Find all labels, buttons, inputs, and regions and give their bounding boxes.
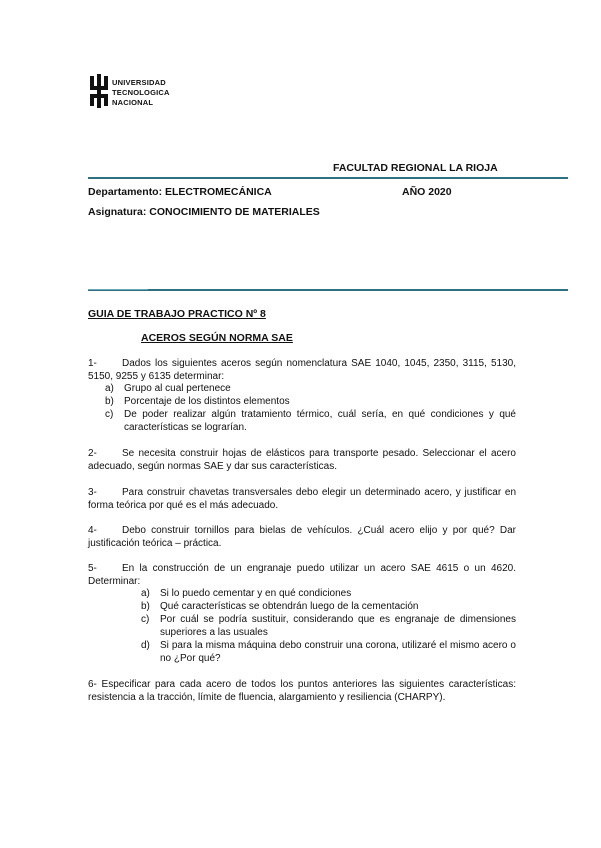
list-label: b) <box>105 396 114 407</box>
list-text: Por cuál se podría sustituir, considerando que es engranaje de dimensiones superiores a las usuales <box>160 614 516 638</box>
header-rule <box>88 177 568 179</box>
question-text: Se necesita construir hojas de elásticos para transporte pesado. Seleccionar el acero adecuado, según normas SAE y dar sus características. <box>88 448 516 472</box>
utn-logo-icon <box>88 74 110 108</box>
list-text: Grupo al cual pertenece <box>124 383 231 394</box>
list-item <box>141 588 516 601</box>
section-rule <box>88 289 568 291</box>
question-3 <box>88 487 516 512</box>
list-text: Porcentaje de los distintos elementos <box>124 396 290 407</box>
list-label: b) <box>141 601 150 612</box>
logo-line-2: TECNOLOGICA <box>112 88 170 97</box>
faculty-name: FACULTAD REGIONAL LA RIOJA <box>333 162 498 174</box>
department: Departamento: ELECTROMECÁNICA <box>88 186 272 198</box>
list-item <box>141 614 516 639</box>
question-2 <box>88 448 516 473</box>
list-text: De poder realizar algún tratamiento térmico, cuál sería, en qué condiciones y qué características se lograrían. <box>124 409 516 433</box>
question-number: 1- <box>88 358 97 369</box>
question-6: 6- Especificar para cada acero de todos los puntos anteriores las siguientes características: resistencia a la tracción, límite de fluencia, alargamiento y resiliencia (CHARPY). <box>88 679 516 703</box>
list-text: Si para la misma máquina debo construir una corona, utilizaré el mismo acero o no ¿Por qué? <box>160 640 516 664</box>
list-item <box>105 383 516 396</box>
question-4 <box>88 525 516 550</box>
list-label: a) <box>105 383 114 394</box>
list-item <box>105 396 516 409</box>
question-text: En la construcción de un engranaje puedo utilizar un acero SAE 4615 o un 4620. Determinar: <box>88 563 516 587</box>
list-item <box>141 601 516 614</box>
list-label: c) <box>105 409 114 420</box>
logo-line-1: UNIVERSIDAD <box>112 78 166 87</box>
question-number: 2- <box>88 448 97 459</box>
question-5 <box>88 563 516 588</box>
logo-text <box>112 78 170 108</box>
subject: Asignatura: CONOCIMIENTO DE MATERIALES <box>88 206 320 218</box>
question-text: Dados los siguientes aceros según nomenclatura SAE 1040, 1045, 2350, 3115, 5130, 5150, 9255 y 6135 determinar: <box>88 358 516 382</box>
section-rule-accent <box>88 289 148 290</box>
year: AÑO 2020 <box>402 186 452 198</box>
topic-title: ACEROS SEGÚN NORMA SAE <box>141 332 293 344</box>
list-item <box>105 409 516 434</box>
question-number: 5- <box>88 563 97 574</box>
question-number: 3- <box>88 487 97 498</box>
list-text: Qué características se obtendrán luego de la cementación <box>160 601 419 612</box>
list-label: a) <box>141 588 150 599</box>
list-label: c) <box>141 614 150 625</box>
logo-line-3: NACIONAL <box>112 98 154 107</box>
list-label: d) <box>141 640 150 651</box>
list-text: Si lo puedo cementar y en qué condiciones <box>160 588 352 599</box>
question-1 <box>88 358 516 383</box>
question-text: Para construir chavetas transversales debo elegir un determinado acero, y justificar en forma teórica por qué es el más adecuado. <box>88 487 516 511</box>
question-text: Debo construir tornillos para bielas de vehículos. ¿Cuál acero elijo y por qué? Dar justificación teórica – práctica. <box>88 525 516 549</box>
list-item <box>141 640 516 665</box>
guide-title: GUIA DE TRABAJO PRACTICO Nº 8 <box>88 308 266 320</box>
question-number: 4- <box>88 525 97 536</box>
